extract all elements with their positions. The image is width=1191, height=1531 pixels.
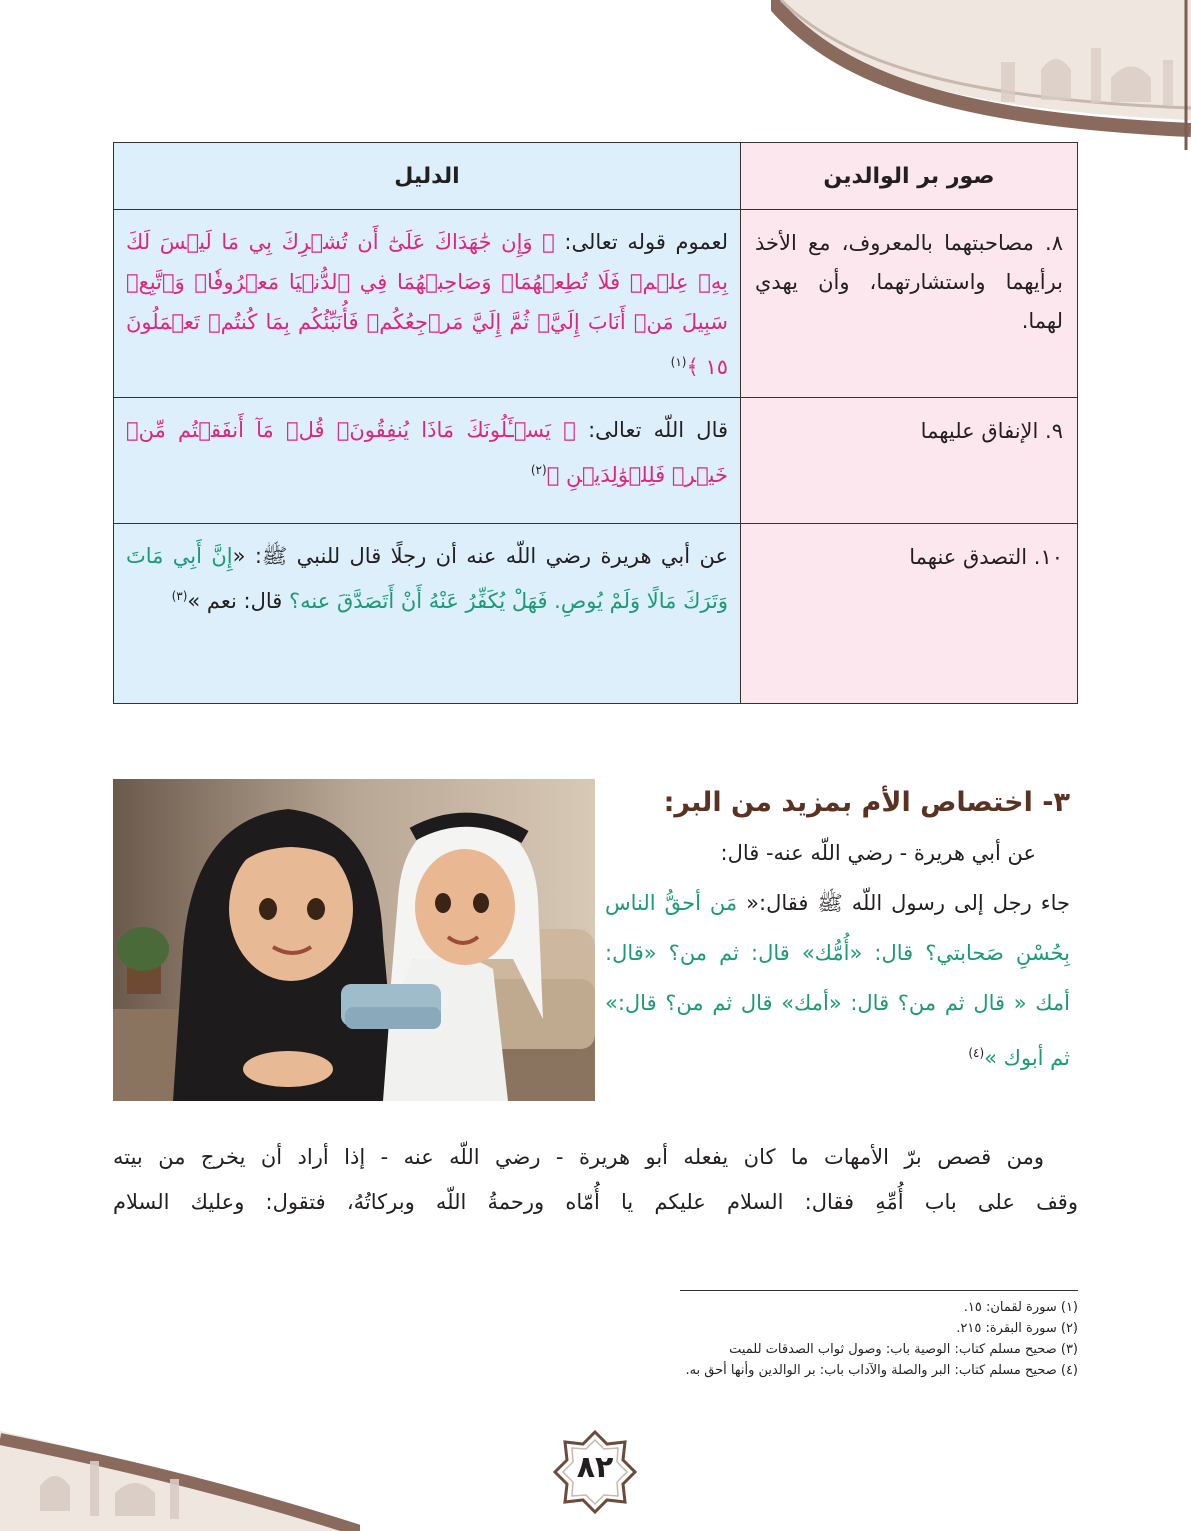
footnote-ref: (٢) [530, 463, 547, 477]
proof-cell [114, 524, 741, 704]
birr-forms-table [113, 142, 1078, 704]
quran-verse: ﴿ وَإِن جَٰهَدَاكَ عَلَىٰٓ أَن تُشۡرِكَ بِي مَا لَيۡسَ لَكَ بِهِۦ عِلۡمٞ فَلَا تُطِعۡهُمَاۖ وَصَاحِبۡهُمَا فِي ٱلدُّنۡيَا مَعۡرُوفٗاۖ وَٱتَّبِعۡ سَبِيلَ مَنۡ أَنَابَ إِلَيَّۚ ثُمَّ إِلَيَّ مَرۡجِعُكُمۡ فَأُنَبِّئُكُم بِمَا كُنتُمۡ تَعۡمَلُونَ ١٥ ﴾ [126, 230, 728, 379]
header-forms: صور بر الوالدين [741, 143, 1078, 210]
story-paragraph [113, 1135, 1078, 1225]
story-line: وقف على باب أُمِّهِ فقال: السلام عليكم يا أُمّاه ورحمةُ اللّه وبركاتُهُ، فتقول: وعليك السلام [113, 1190, 1078, 1214]
footnote: (٢) سورة البقرة: ٢١٥. [956, 1321, 1078, 1336]
proof-cell [114, 398, 741, 524]
table-row [114, 524, 1078, 704]
table-row [114, 398, 1078, 524]
mother-son-illustration [113, 779, 595, 1101]
corner-ornament-top [771, 0, 1191, 150]
footnote-divider [680, 1290, 1078, 1291]
hadith-dialog: قال: ثم من؟ «قال: أمك « قال ثم من؟ قال: «أمك» قال ثم من؟ قال:» ثم أبوك » [605, 941, 1070, 1070]
hadith-body [605, 878, 1070, 1083]
proof-after: قال: نعم » [187, 589, 289, 613]
footnote-ref: (١) [670, 355, 687, 369]
table-header-row [114, 143, 1078, 210]
form-cell: ٨. مصاحبتهما بالمعروف، مع الأخذ برأيهما واستشارتهما، وأن يهدي لهما. [741, 210, 1078, 398]
footnote: (٣) صحيح مسلم كتاب: الوصية باب: وصول ثواب الصدقات للميت [729, 1342, 1078, 1357]
proof-intro: لعموم قوله تعالى: [554, 230, 728, 254]
proof-intro: عن أبي هريرة رضي اللّه عنه أن رجلًا قال للنبي ﷺ: « [232, 544, 728, 568]
form-cell: ٩. الإنفاق عليهما [741, 398, 1078, 524]
table-row [114, 210, 1078, 398]
header-proof: الدليل [114, 143, 741, 210]
corner-ornament-bottom [0, 1391, 360, 1531]
proof-cell [114, 210, 741, 398]
footnote-ref: (٣) [171, 589, 188, 603]
quran-verse: ﴿ يَسۡـَٔلُونَكَ مَاذَا يُنفِقُونَۖ قُلۡ مَآ أَنفَقۡتُم مِّنۡ خَيۡرٖ فَلِلۡوَٰلِدَيۡنِ ﴾ [126, 418, 728, 487]
hadith-narrator: عن أبي هريرة - رضي اللّه عنه- قال: [720, 841, 1036, 865]
footnotes [420, 1297, 1078, 1381]
hadith-question: مَن أحقُّ الناس بِحُسْنِ صَحابتي؟ قال: «أُمُّك» [605, 891, 1070, 965]
hadith-lead: جاء رجل إلى رسول اللّه ﷺ فقال:« [737, 891, 1070, 915]
proof-intro: قال اللّه تعالى: [575, 418, 728, 442]
page-number: ٨٢ [576, 1450, 614, 1485]
footnote-ref: (٤) [968, 1046, 985, 1060]
section-heading: ٣- اختصاص الأم بمزيد من البر: [663, 787, 1070, 818]
mother-section [605, 778, 1070, 1083]
footnote: (١) سورة لقمان: ١٥. [963, 1300, 1078, 1315]
story-line: ومن قصص برّ الأمهات ما كان يفعله أبو هريرة - رضي اللّه عنه - إذا أراد أن يخرج من بيته [113, 1145, 1044, 1169]
form-cell: ١٠. التصدق عنهما [741, 524, 1078, 704]
hadith-text: إِنَّ أَبِي مَاتَ وَتَرَكَ مَالًا وَلَمْ يُوصِ. فَهَلْ يُكَفِّرُ عَنْهُ أَنْ أَتَصَدَّقَ عنه؟ [126, 544, 728, 613]
footnote: (٤) صحيح مسلم كتاب: البر والصلة والآداب باب: بر الوالدين وأنها أحق به. [685, 1363, 1078, 1378]
